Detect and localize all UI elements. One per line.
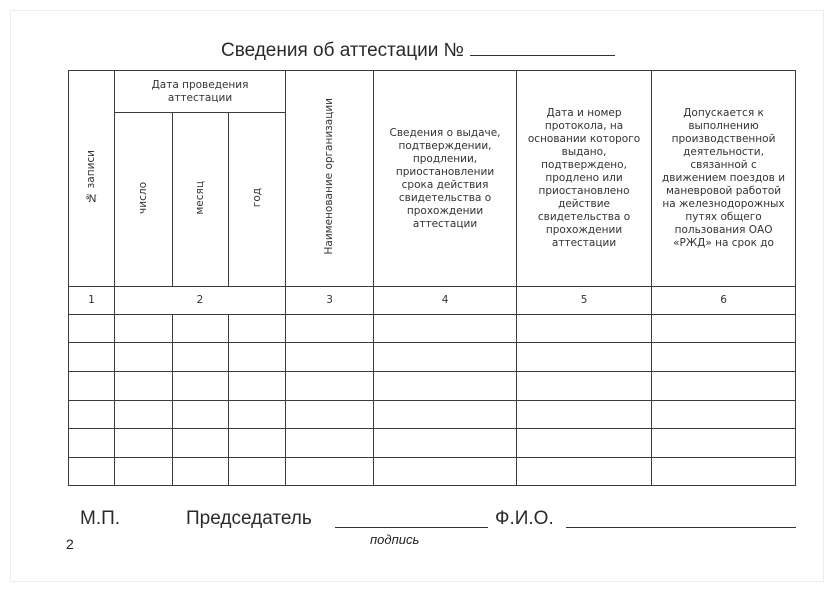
table-row	[69, 401, 796, 429]
column-number-row	[69, 287, 796, 315]
table-row	[69, 429, 796, 458]
table-cell[interactable]	[517, 429, 652, 458]
table-cell[interactable]	[115, 429, 173, 458]
column-number: 1	[69, 287, 115, 315]
table-cell[interactable]	[115, 372, 173, 401]
header-admission: Допускается к выполнению производственной деятельности, связанной с движением поездов и маневровой работой на железнодорожных путях общего пользования ОАО «РЖД» на срок до	[652, 71, 796, 287]
header-day: число	[115, 113, 173, 287]
form-title-text: Сведения об аттестации №	[220, 40, 465, 61]
table-cell[interactable]	[517, 343, 652, 372]
table-row	[69, 458, 796, 486]
header-month: месяц	[173, 113, 229, 287]
column-number: 5	[517, 287, 652, 315]
table-row	[69, 343, 796, 372]
table-cell[interactable]	[286, 315, 374, 343]
table-cell[interactable]	[652, 429, 796, 458]
table-cell[interactable]	[517, 372, 652, 401]
stamp-label: М.П.	[80, 508, 121, 529]
table-cell[interactable]	[286, 372, 374, 401]
header-protocol: Дата и номер протокола, на основании которого выдано, подтверждено, продлено или приостановлено действие свидетельства о прохождении аттестации	[517, 71, 652, 287]
header-year: год	[229, 113, 286, 287]
column-number: 3	[286, 287, 374, 315]
table-cell[interactable]	[69, 429, 115, 458]
table-row	[69, 372, 796, 401]
table-cell[interactable]	[229, 458, 286, 486]
table-cell[interactable]	[374, 372, 517, 401]
table-cell[interactable]	[69, 343, 115, 372]
column-number: 2	[115, 287, 286, 315]
table-cell[interactable]	[229, 429, 286, 458]
table-cell[interactable]	[69, 401, 115, 429]
header-organization-name: Наименование организации	[286, 71, 374, 287]
signature-caption: подпись	[370, 532, 420, 547]
table-cell[interactable]	[115, 458, 173, 486]
table-cell[interactable]	[229, 401, 286, 429]
table-cell[interactable]	[652, 343, 796, 372]
table-cell[interactable]	[173, 343, 229, 372]
table-cell[interactable]	[173, 401, 229, 429]
header-certificate-info: Сведения о выдаче, подтверждении, продлении, приостановлении срока действия свидетельства о прохождении аттестации	[374, 71, 517, 287]
column-number: 6	[652, 287, 796, 315]
table-cell[interactable]	[229, 315, 286, 343]
table-cell[interactable]	[173, 429, 229, 458]
table-cell[interactable]	[229, 372, 286, 401]
table-cell[interactable]	[173, 315, 229, 343]
table-cell[interactable]	[374, 315, 517, 343]
table-cell[interactable]	[115, 343, 173, 372]
fio-label: Ф.И.О.	[495, 508, 554, 529]
table-cell[interactable]	[173, 372, 229, 401]
certificate-number-field[interactable]	[470, 39, 615, 56]
table-cell[interactable]	[115, 401, 173, 429]
table-cell[interactable]	[374, 343, 517, 372]
column-number: 4	[374, 287, 517, 315]
table-cell[interactable]	[652, 401, 796, 429]
table-cell[interactable]	[286, 401, 374, 429]
table-cell[interactable]	[69, 372, 115, 401]
table-cell[interactable]	[374, 429, 517, 458]
table-cell[interactable]	[286, 458, 374, 486]
header-attestation-date: Дата проведения аттестации	[115, 71, 286, 113]
table-cell[interactable]	[69, 458, 115, 486]
table-cell[interactable]	[69, 315, 115, 343]
page-number: 2	[66, 536, 74, 552]
table-cell[interactable]	[374, 401, 517, 429]
table-row	[69, 315, 796, 343]
table-cell[interactable]	[286, 429, 374, 458]
form-title	[0, 39, 836, 62]
table-cell[interactable]	[517, 401, 652, 429]
table-cell[interactable]	[115, 315, 173, 343]
attestation-table	[68, 70, 796, 486]
table-cell[interactable]	[652, 458, 796, 486]
chairman-label: Председатель	[186, 508, 312, 529]
table-cell[interactable]	[229, 343, 286, 372]
table-cell[interactable]	[173, 458, 229, 486]
signature-line[interactable]	[335, 527, 488, 528]
table-cell[interactable]	[286, 343, 374, 372]
table-cell[interactable]	[517, 458, 652, 486]
table-cell[interactable]	[652, 372, 796, 401]
header-record-number: № записи	[69, 71, 115, 287]
table-cell[interactable]	[374, 458, 517, 486]
fio-line[interactable]	[566, 527, 796, 528]
table-cell[interactable]	[652, 315, 796, 343]
table-cell[interactable]	[517, 315, 652, 343]
